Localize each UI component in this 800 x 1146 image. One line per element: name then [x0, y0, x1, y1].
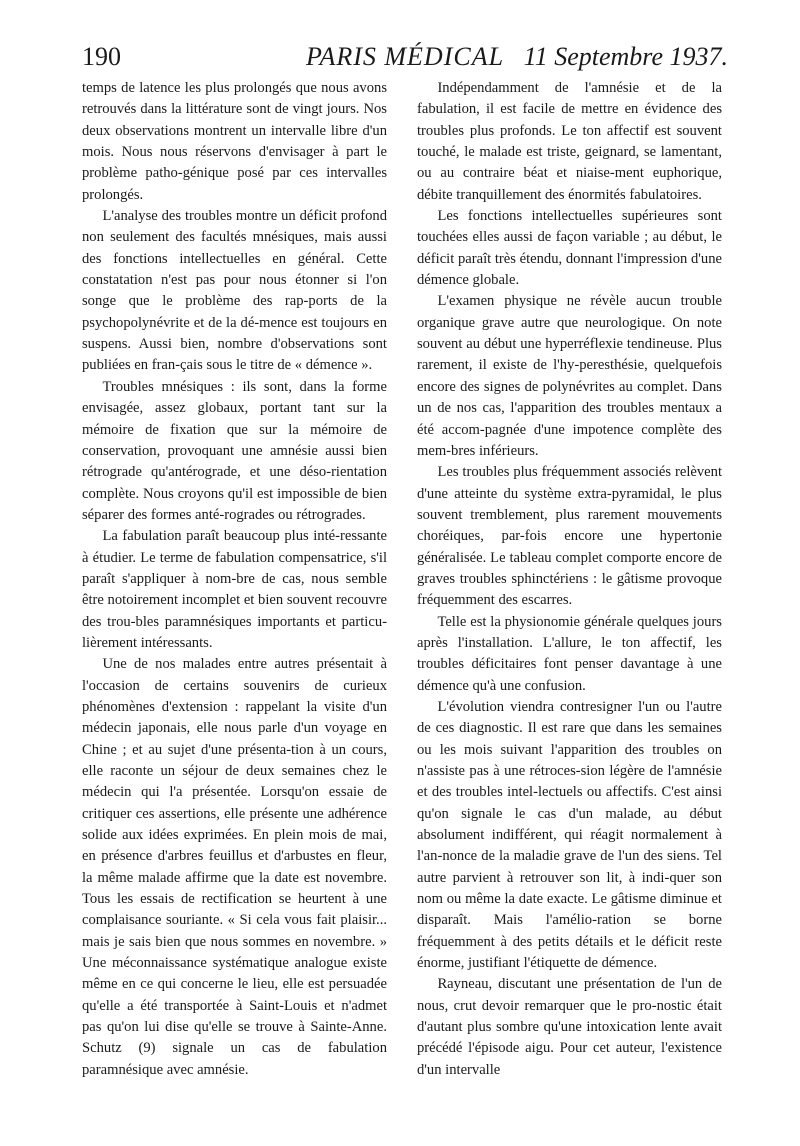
paragraph: L'analyse des troubles montre un déficit profond non seulement des facultés mnésiques, mais aussi des fonctions intellectuelles en général. Cette constatation n'est pas pour nous étonner si l'on songe que le problème des rap-ports de la psychopolynévrite et de la dé-mence est toujours en suspens. Aussi bien, nombre d'observations sont publiées en fran-çais sous le titre de « démence ».: [82, 208, 387, 374]
right-column: [417, 78, 722, 1081]
paragraph: Une de nos malades entre autres présentait à l'occasion de certains souvenirs de curieux phénomènes d'extension : rappelant la visite d'un médecin japonais, elle nous parle d'un voyage en Chine ; et au sujet d'une présenta-tion à un cours, elle raconte un séjour de deux semaines chez le médecin qui l'a présentée. Lorsqu'on essaie de critiquer ces assertions, elle présente une adhérence solide aux idées exprimées. En plein mois de mai, en présence d'arbres feuillus et d'arbustes en fleur, la même malade affirme que la date est novembre. Tous les essais de rectification se heurtent à une complaisance souriante. « Si cela vous fait plaisir... mais je sais bien que nous sommes en novembre. » Une méconnaissance systématique analogue existe même en ce qui concerne le lieu, elle est persuadée qu'elle a été transportée à Saint-Louis et n'admet pas qu'on lui dise qu'elle se trouve à Sainte-Anne. Schutz (9) signale un cas de fabulation paramnésique avec amnésie.: [82, 656, 387, 1078]
paragraph: Indépendamment de l'amnésie et de la fabulation, il est facile de mettre en évidence des troubles plus profonds. Le ton affectif est souvent touché, le malade est triste, geignard, se lamentant, ou au contraire béat et niaise-ment euphorique, débite tranquillement des énormités fabulatoires.: [417, 80, 722, 203]
issue-date: 11 Septembre 1937.: [523, 42, 728, 71]
paragraph: Les troubles plus fréquemment associés relèvent d'une atteinte du système extra-pyramidal, le plus souvent tremblement, plus rarement mouvements choréiques, par-fois encore une hypertonie généralisée. Le tableau complet comporte encore de graves troubles sphinctériens : le gâtisme provoque fréquemment des escarres.: [417, 464, 722, 609]
paragraph: Troubles mnésiques : ils sont, dans la forme envisagée, assez globaux, portant tant sur la mémoire de fixation que sur la mémoire de conservation, provoquant une amnésie aussi bien rétrograde qu'antérograde, et une déso-rientation complète. Nous croyons qu'il est impossible de bien séparer des formes anté-rogrades ou rétrogrades.: [82, 378, 387, 523]
paragraph: temps de latence les plus prolongés que nous avons retrouvés dans la littérature sont de vingt jours. Nos deux observations montrent un intervalle libre d'un mois. Nous nous réservons d'envisager à part le problème patho-génique posé par ces intervalles prolongés.: [82, 80, 387, 203]
left-column: [82, 78, 387, 1081]
paragraph: Les fonctions intellectuelles supérieures sont touchées elles aussi de façon variable ; au début, le déficit paraît très étendu, donnant l'impression d'une démence globale.: [417, 208, 722, 289]
page-number: 190: [82, 42, 121, 71]
paragraph: La fabulation paraît beaucoup plus inté-ressante à étudier. Le terme de fabulation compensatrice, s'il paraît s'appliquer à nom-bre de cas, nous semble être notoirement incomplet et bien souvent recouvre des trou-bles paramnésiques importants et particu-lièrement intéressants.: [82, 528, 387, 651]
paragraph: L'examen physique ne révèle aucun trouble organique grave autre que neurologique. On note souvent au début une hyperréflexie tendineuse. Plus rarement, il existe de l'hy-peresthésie, quelquefois encore des signes de polynévrites au complet. Dans un de nos cas, l'apparition des troubles mentaux a été accom-pagnée d'une impotence complète des mem-bres inférieurs.: [417, 293, 722, 459]
paragraph: Telle est la physionomie générale quelques jours après l'installation. L'allure, le ton affectif, les troubles déficitaires font penser davantage à une démence qu'à une confusion.: [417, 613, 722, 694]
paragraph: L'évolution viendra contresigner l'un ou l'autre de ces diagnostic. Il est rare que dans les semaines ou les mois suivant l'apparition des troubles on n'assiste pas à une rétroces-sion légère de l'amnésie et des troubles intel-lectuels ou affectifs. C'est ainsi qu'on signale le cas d'un malade, au début absolument indifférent, qui réagit normalement à l'an-nonce de la maladie grave de l'un des siens. Tel autre parvient à retrouver son lit, à indi-quer son nom ou même la date exacte. Le gâtisme diminue et disparaît. Mais l'amélio-ration se borne fréquemment à des petits détails et le déficit reste énorme, justifiant l'étiquette de démence.: [417, 698, 722, 972]
running-header: [82, 40, 728, 74]
paragraph: Rayneau, discutant une présentation de l'un de nous, crut devoir remarquer que le pro-nostic était d'autant plus sombre qu'une intoxication lente avait précédé l'épisode aigu. Pour cet auteur, l'existence d'un intervalle: [417, 976, 722, 1078]
journal-title: PARIS MÉDICAL: [305, 42, 505, 71]
